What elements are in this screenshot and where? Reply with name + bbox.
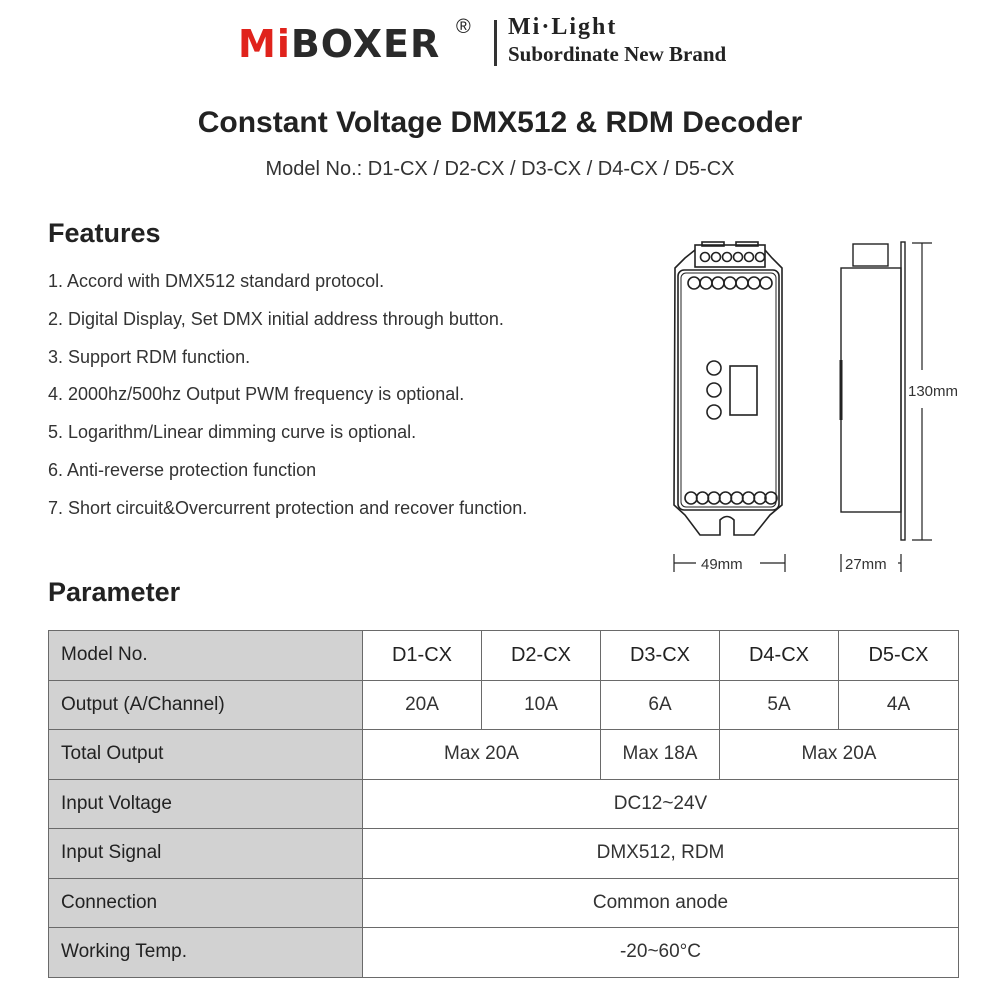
cell: D5-CX: [839, 631, 959, 681]
row-label: Connection: [49, 878, 363, 928]
feature-item: 6. Anti-reverse protection function: [48, 459, 317, 480]
miboxer-logo: [238, 22, 440, 66]
cell: DC12~24V: [363, 779, 959, 829]
width-label: 49mm: [701, 556, 743, 573]
parameter-heading: Parameter: [48, 577, 181, 607]
model-numbers: Model No.: D1-CX / D2-CX / D3-CX / D4-CX / D5-CX: [265, 158, 735, 180]
depth-label: 27mm: [845, 556, 887, 573]
page-title: Constant Voltage DMX512 & RDM Decoder: [197, 106, 803, 139]
parameter-table: [48, 630, 959, 978]
logo-rest: BOXER: [290, 22, 441, 66]
cell: Max 18A: [601, 730, 720, 780]
cell: 4A: [839, 680, 959, 730]
brand-header: [0, 14, 1000, 74]
cell: DMX512, RDM: [363, 829, 959, 879]
logo-prefix: Mi: [238, 22, 291, 66]
feature-item: 1. Accord with DMX512 standard protocol.: [48, 271, 385, 291]
cell: Common anode: [363, 878, 959, 928]
cell: 6A: [601, 680, 720, 730]
front-view: [674, 242, 782, 535]
feature-item: 5. Logarithm/Linear dimming curve is optional.: [48, 422, 417, 443]
cell: 10A: [482, 680, 601, 730]
brand-tagline: Subordinate New Brand: [508, 42, 727, 66]
height-label: 130mm: [908, 383, 959, 400]
row-label: Output (A/Channel): [49, 680, 363, 730]
table-row: [49, 631, 959, 681]
features-heading: Features: [48, 218, 161, 248]
cell: -20~60°C: [363, 928, 959, 978]
row-label: Input Voltage: [49, 779, 363, 829]
cell: 20A: [363, 680, 482, 730]
table-row: [49, 730, 959, 780]
brand-name: Mi·Light: [508, 14, 618, 40]
cell: 5A: [720, 680, 839, 730]
table-row: [49, 878, 959, 928]
table-row: [49, 928, 959, 978]
cell: Max 20A: [720, 730, 959, 780]
row-label: Model No.: [49, 631, 363, 681]
cell: D4-CX: [720, 631, 839, 681]
cell: D3-CX: [601, 631, 720, 681]
feature-item: 3. Support RDM function.: [48, 346, 251, 367]
table-row: [49, 680, 959, 730]
feature-item: 7. Short circuit&Overcurrent protection and recover function.: [48, 497, 528, 518]
registered-mark: ®: [456, 16, 471, 38]
cell: D2-CX: [482, 631, 601, 681]
cell: Max 20A: [363, 730, 601, 780]
table-row: [49, 829, 959, 879]
row-label: Total Output: [49, 730, 363, 780]
row-label: Working Temp.: [49, 928, 363, 978]
logo-divider: [494, 20, 497, 66]
table-row: [49, 779, 959, 829]
feature-item: 4. 2000hz/500hz Output PWM frequency is optional.: [48, 384, 465, 405]
side-view: [841, 242, 905, 540]
feature-item: 2. Digital Display, Set DMX initial address through button.: [48, 308, 504, 329]
feature-list: [48, 268, 527, 533]
row-label: Input Signal: [49, 829, 363, 879]
cell: D1-CX: [363, 631, 482, 681]
device-dimension-diagram: [650, 230, 990, 580]
